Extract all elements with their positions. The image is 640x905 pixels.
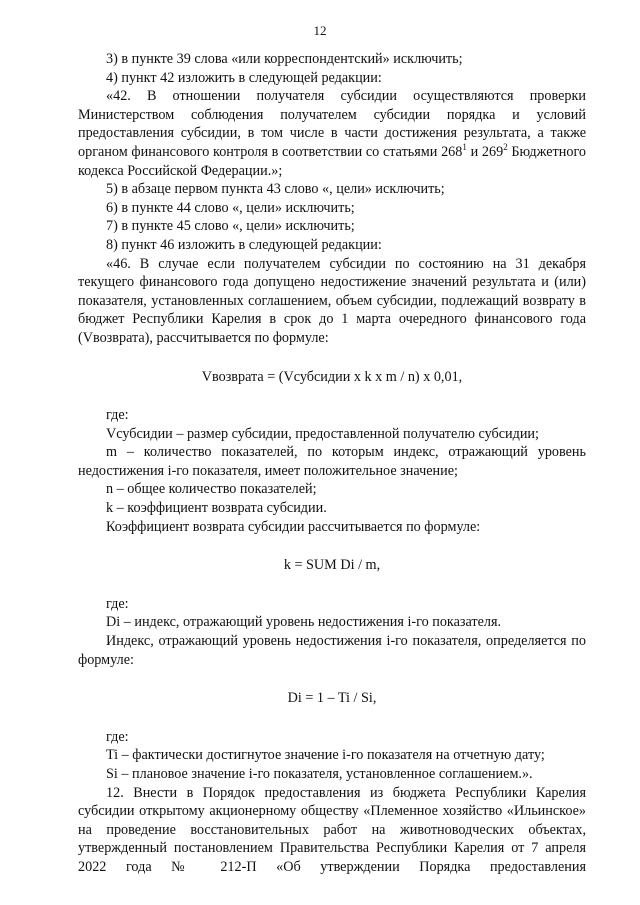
paragraph-46: «46. В случае если получателем субсидии по состоянию на 31 декабря текущего финансового года допущено недостижение значений результата и (или) показателя, установленных соглашением, объем субсидии, подлежащий возврату в бюджет Республики Карелия в срок до 1 марта очередного финансового года (Vвозврата), рассчитывается по формуле: — [78, 255, 586, 346]
item-7: 7) в пункте 45 слово «, цели» исключить; — [106, 218, 355, 235]
k-intro: Коэффициент возврата субсидии рассчитывается по формуле: — [106, 518, 481, 535]
definition-di: Di – индекс, отражающий уровень недостижения i-го показателя. — [106, 614, 502, 631]
item-5: 5) в абзаце первом пункта 43 слово «, цели» исключить; — [106, 181, 445, 198]
page-number: 12 — [313, 23, 327, 38]
superscript-1: 1 — [462, 141, 467, 152]
definition-k: k – коэффициент возврата субсидии. — [106, 500, 327, 517]
definition-v: Vсубсидии – размер субсидии, предоставленной получателю субсидии; — [106, 425, 539, 442]
paragraph-42-text: «42. В отношении получателя субсидии осуществляются проверки Министерством соблюдения получателем субсидии порядка и условий предоставления субсидии, в том числе в части достижения результата, а также органом финансового контроля в соответствии со статьями 268 — [78, 88, 586, 160]
where-label-3: где: — [106, 728, 129, 745]
item-4: 4) пункт 42 изложить в следующей редакции: — [106, 69, 382, 86]
paragraph-42-text-2: и 269 — [466, 143, 504, 160]
di-intro: Индекс, отражающий уровень недостижения i-го показателя, определяется по формуле: — [78, 633, 586, 668]
formula-return-volume: Vвозврата = (Vсубсидии x k x m / n) x 0,01, — [201, 368, 463, 385]
paragraph-42-text-3: Бюджетного кодекса Российской Федерации.»; — [78, 143, 587, 179]
where-label-2: где: — [106, 595, 129, 612]
definition-ti: Ti – фактически достигнутое значение i-го показателя на отчетную дату; — [106, 747, 545, 764]
superscript-2: 2 — [503, 141, 508, 152]
definition-n: n – общее количество показателей; — [106, 481, 317, 498]
definition-m: m – количество показателей, по которым индекс, отражающий уровень недостижения i-го показателя, имеет положительное значение; — [78, 444, 586, 479]
item-3: 3) в пункте 39 слова «или корреспондентский» исключить; — [106, 51, 463, 67]
item-8: 8) пункт 46 изложить в следующей редакции: — [106, 236, 382, 253]
item-6: 6) в пункте 44 слово «, цели» исключить; — [106, 199, 355, 216]
document-body — [78, 50, 586, 877]
formula-k: k = SUM Di / m, — [283, 557, 381, 574]
where-label-1: где: — [106, 407, 129, 424]
formula-di: Di = 1 – Ti / Si, — [287, 690, 377, 707]
paragraph-12: 12. Внести в Порядок предоставления из бюджета Республики Карелия субсидии открытому акционерному обществу «Племенное хозяйство «Ильинское» на проведение восстановительных работ на животноводческих объектах, утвержденный постановлением Правительства Республики Карелия от 7 апреля 2022 года № 212-П «Об утверждении Порядка предоставления — [78, 784, 586, 875]
definition-si: Si – плановое значение i-го показателя, установленное соглашением.». — [106, 766, 533, 782]
paragraph-42 — [78, 87, 586, 180]
